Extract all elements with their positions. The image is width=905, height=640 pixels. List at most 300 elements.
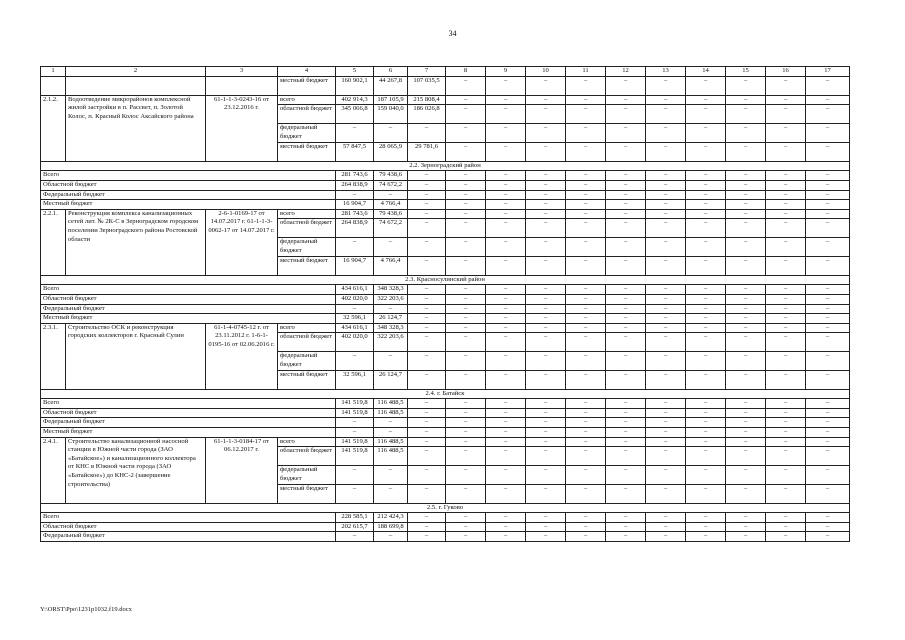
section-title-row bbox=[41, 503, 850, 513]
dash-cell: – bbox=[766, 142, 806, 161]
dash-cell: – bbox=[446, 466, 486, 485]
dash-cell: – bbox=[446, 180, 486, 190]
object-source-row bbox=[41, 323, 850, 333]
dash-cell: – bbox=[766, 418, 806, 428]
dash-cell: – bbox=[726, 95, 766, 105]
dash-cell: – bbox=[486, 399, 526, 409]
dash-cell: – bbox=[606, 256, 646, 275]
summary-row bbox=[41, 294, 850, 304]
column-number: 11 bbox=[566, 67, 606, 77]
dash-cell: – bbox=[566, 171, 606, 181]
dash-cell: – bbox=[766, 333, 806, 352]
dash-cell: – bbox=[526, 437, 566, 447]
column-number: 7 bbox=[408, 67, 446, 77]
dash-cell: – bbox=[486, 418, 526, 428]
value-cell: 212 424,3 bbox=[374, 513, 408, 523]
value-cell: 215 808,4 bbox=[408, 95, 446, 105]
value-cell: 74 672,2 bbox=[374, 219, 408, 238]
dash-cell: – bbox=[646, 418, 686, 428]
dash-cell: – bbox=[646, 200, 686, 210]
object-name: Строительство ОСК и реконструкция городских коллекторов г. Красный Сулин bbox=[66, 323, 206, 389]
dash-cell: – bbox=[806, 418, 850, 428]
value-cell: 57 847,5 bbox=[336, 142, 374, 161]
dash-cell: – bbox=[566, 513, 606, 523]
value-cell: 159 040,0 bbox=[374, 105, 408, 124]
summary-row bbox=[41, 314, 850, 324]
dash-cell: – bbox=[646, 142, 686, 161]
dash-cell: – bbox=[686, 408, 726, 418]
dash-cell: – bbox=[646, 285, 686, 295]
dash-cell: – bbox=[566, 466, 606, 485]
value-cell: – bbox=[336, 484, 374, 503]
dash-cell: – bbox=[486, 304, 526, 314]
funding-source: федеральный бюджет bbox=[278, 124, 336, 143]
dash-cell: – bbox=[806, 285, 850, 295]
summary-label: Федеральный бюджет bbox=[41, 304, 336, 314]
summary-row bbox=[41, 513, 850, 523]
dash-cell: – bbox=[486, 200, 526, 210]
dash-cell: – bbox=[726, 370, 766, 389]
dash-cell: – bbox=[766, 180, 806, 190]
funding-source: областной бюджет bbox=[278, 105, 336, 124]
dash-cell: – bbox=[686, 200, 726, 210]
summary-row bbox=[41, 428, 850, 438]
dash-cell: – bbox=[646, 370, 686, 389]
funding-source: областной бюджет bbox=[278, 447, 336, 466]
dash-cell: – bbox=[726, 323, 766, 333]
dash-cell: – bbox=[446, 294, 486, 304]
section-title-row bbox=[41, 161, 850, 171]
item-number: 2.3.1. bbox=[41, 323, 66, 389]
dash-cell: – bbox=[726, 484, 766, 503]
dash-cell: – bbox=[806, 333, 850, 352]
dash-cell: – bbox=[566, 190, 606, 200]
value-cell: – bbox=[408, 484, 446, 503]
value-cell: 348 328,3 bbox=[374, 323, 408, 333]
value-cell: – bbox=[408, 171, 446, 181]
dash-cell: – bbox=[566, 484, 606, 503]
dash-cell: – bbox=[566, 180, 606, 190]
dash-cell: – bbox=[686, 142, 726, 161]
value-cell: 116 488,5 bbox=[374, 399, 408, 409]
value-cell: 4 766,4 bbox=[374, 256, 408, 275]
dash-cell: – bbox=[446, 437, 486, 447]
dash-cell: – bbox=[526, 370, 566, 389]
dash-cell: – bbox=[486, 256, 526, 275]
value-cell: – bbox=[408, 447, 446, 466]
dash-cell: – bbox=[646, 209, 686, 219]
object-name: Строительство канализационной насосной станции в Южной части города (ЗАО «Батайское») и канализационного коллектора от КНС в Южной части города (ЗАО «Батайское») до КНС-2 (завершение строительства) bbox=[66, 437, 206, 503]
dash-cell: – bbox=[646, 408, 686, 418]
dash-cell: – bbox=[646, 437, 686, 447]
dash-cell: – bbox=[806, 466, 850, 485]
dash-cell: – bbox=[606, 428, 646, 438]
summary-row bbox=[41, 190, 850, 200]
column-number: 1 bbox=[41, 67, 66, 77]
dash-cell: – bbox=[806, 314, 850, 324]
dash-cell: – bbox=[486, 171, 526, 181]
dash-cell: – bbox=[806, 447, 850, 466]
value-cell: – bbox=[408, 314, 446, 324]
dash-cell: – bbox=[766, 532, 806, 542]
dash-cell: – bbox=[566, 95, 606, 105]
dash-cell: – bbox=[726, 447, 766, 466]
dash-cell: – bbox=[566, 333, 606, 352]
dash-cell: – bbox=[606, 219, 646, 238]
column-number: 2 bbox=[66, 67, 206, 77]
value-cell: – bbox=[408, 352, 446, 371]
dash-cell: – bbox=[726, 238, 766, 257]
dash-cell: – bbox=[726, 352, 766, 371]
dash-cell: – bbox=[446, 399, 486, 409]
value-cell: – bbox=[374, 484, 408, 503]
dash-cell: – bbox=[726, 513, 766, 523]
dash-cell: – bbox=[766, 513, 806, 523]
dash-cell: – bbox=[766, 190, 806, 200]
dash-cell: – bbox=[486, 209, 526, 219]
dash-cell: – bbox=[766, 285, 806, 295]
value-cell: – bbox=[408, 190, 446, 200]
dash-cell: – bbox=[766, 304, 806, 314]
value-cell: 141 519,8 bbox=[336, 447, 374, 466]
value-cell: 202 615,7 bbox=[336, 522, 374, 532]
value-cell: 4 766,4 bbox=[374, 200, 408, 210]
value-cell: 434 616,1 bbox=[336, 285, 374, 295]
dash-cell: – bbox=[646, 323, 686, 333]
dash-cell: – bbox=[806, 105, 850, 124]
value-cell: – bbox=[336, 428, 374, 438]
dash-cell: – bbox=[806, 95, 850, 105]
dash-cell: – bbox=[806, 304, 850, 314]
value-cell: – bbox=[336, 238, 374, 257]
dash-cell: – bbox=[646, 219, 686, 238]
summary-label: Федеральный бюджет bbox=[41, 532, 336, 542]
dash-cell: – bbox=[806, 370, 850, 389]
value-cell: 402 914,3 bbox=[336, 95, 374, 105]
dash-cell: – bbox=[446, 105, 486, 124]
dash-cell: – bbox=[446, 408, 486, 418]
dash-cell: – bbox=[606, 190, 646, 200]
summary-label: Всего bbox=[41, 171, 336, 181]
budget-table bbox=[40, 66, 850, 542]
value-cell: 116 488,5 bbox=[374, 447, 408, 466]
dash-cell: – bbox=[766, 437, 806, 447]
object-source-row bbox=[41, 437, 850, 447]
dash-cell: – bbox=[686, 314, 726, 324]
value-cell: 228 585,1 bbox=[336, 513, 374, 523]
dash-cell: – bbox=[566, 285, 606, 295]
empty-cell bbox=[66, 77, 206, 96]
dash-cell: – bbox=[606, 142, 646, 161]
dash-cell: – bbox=[486, 95, 526, 105]
dash-cell: – bbox=[646, 171, 686, 181]
summary-row bbox=[41, 532, 850, 542]
empty-cell bbox=[206, 77, 278, 96]
dash-cell: – bbox=[726, 532, 766, 542]
dash-cell: – bbox=[686, 428, 726, 438]
dash-cell: – bbox=[486, 484, 526, 503]
summary-label: Местный бюджет bbox=[41, 200, 336, 210]
dash-cell: – bbox=[646, 105, 686, 124]
funding-source: всего bbox=[278, 437, 336, 447]
value-cell: – bbox=[408, 180, 446, 190]
dash-cell: – bbox=[486, 285, 526, 295]
dash-cell: – bbox=[806, 408, 850, 418]
dash-cell: – bbox=[526, 314, 566, 324]
column-number: 6 bbox=[374, 67, 408, 77]
dash-cell: – bbox=[486, 190, 526, 200]
funding-source: всего bbox=[278, 95, 336, 105]
dash-cell: – bbox=[566, 124, 606, 143]
dash-cell: – bbox=[486, 314, 526, 324]
funding-source: всего bbox=[278, 323, 336, 333]
dash-cell: – bbox=[526, 418, 566, 428]
dash-cell: – bbox=[566, 408, 606, 418]
dash-cell: – bbox=[566, 304, 606, 314]
dash-cell: – bbox=[526, 447, 566, 466]
dash-cell: – bbox=[766, 323, 806, 333]
dash-cell: – bbox=[486, 333, 526, 352]
value-cell: 29 781,6 bbox=[408, 142, 446, 161]
dash-cell: – bbox=[726, 124, 766, 143]
dash-cell: – bbox=[806, 219, 850, 238]
dash-cell: – bbox=[646, 522, 686, 532]
dash-cell: – bbox=[486, 219, 526, 238]
dash-cell: – bbox=[686, 95, 726, 105]
dash-cell: – bbox=[526, 209, 566, 219]
dash-cell: – bbox=[806, 180, 850, 190]
value-cell: – bbox=[408, 333, 446, 352]
value-cell: – bbox=[408, 323, 446, 333]
value-cell: – bbox=[408, 522, 446, 532]
dash-cell: – bbox=[766, 399, 806, 409]
dash-cell: – bbox=[486, 105, 526, 124]
funding-source: областной бюджет bbox=[278, 333, 336, 352]
dash-cell: – bbox=[526, 171, 566, 181]
dash-cell: – bbox=[686, 171, 726, 181]
object-source-row bbox=[41, 209, 850, 219]
value-cell: 402 020,0 bbox=[336, 333, 374, 352]
value-cell: – bbox=[408, 370, 446, 389]
object-name: Водоотведение микрорайонов комплексной жилой застройки в п. Рассвет, п. Золотой Колос, п. Красный Колос Аксайского района bbox=[66, 95, 206, 161]
dash-cell: – bbox=[766, 466, 806, 485]
value-cell: 160 902,1 bbox=[336, 77, 374, 96]
dash-cell: – bbox=[766, 484, 806, 503]
dash-cell: – bbox=[646, 238, 686, 257]
dash-cell: – bbox=[526, 352, 566, 371]
dash-cell: – bbox=[526, 256, 566, 275]
dash-cell: – bbox=[726, 399, 766, 409]
dash-cell: – bbox=[446, 304, 486, 314]
dash-cell: – bbox=[606, 437, 646, 447]
funding-source: федеральный бюджет bbox=[278, 238, 336, 257]
funding-source: федеральный бюджет bbox=[278, 352, 336, 371]
value-cell: – bbox=[408, 238, 446, 257]
dash-cell: – bbox=[446, 77, 486, 96]
dash-cell: – bbox=[646, 256, 686, 275]
value-cell: – bbox=[374, 124, 408, 143]
dash-cell: – bbox=[446, 219, 486, 238]
dash-cell: – bbox=[486, 77, 526, 96]
dash-cell: – bbox=[646, 95, 686, 105]
dash-cell: – bbox=[806, 522, 850, 532]
dash-cell: – bbox=[606, 323, 646, 333]
dash-cell: – bbox=[806, 190, 850, 200]
value-cell: – bbox=[408, 124, 446, 143]
dash-cell: – bbox=[806, 238, 850, 257]
summary-label: Областной бюджет bbox=[41, 522, 336, 532]
dash-cell: – bbox=[606, 171, 646, 181]
dash-cell: – bbox=[606, 294, 646, 304]
dash-cell: – bbox=[566, 200, 606, 210]
funding-source: местный бюджет bbox=[278, 484, 336, 503]
dash-cell: – bbox=[806, 171, 850, 181]
dash-cell: – bbox=[606, 333, 646, 352]
dash-cell: – bbox=[686, 437, 726, 447]
column-number: 17 bbox=[806, 67, 850, 77]
dash-cell: – bbox=[686, 399, 726, 409]
document-reference: 61-1-1-3-0184-17 от 06.12.2017 г. bbox=[206, 437, 278, 503]
summary-row bbox=[41, 171, 850, 181]
dash-cell: – bbox=[526, 323, 566, 333]
dash-cell: – bbox=[486, 323, 526, 333]
dash-cell: – bbox=[806, 294, 850, 304]
dash-cell: – bbox=[646, 513, 686, 523]
dash-cell: – bbox=[766, 105, 806, 124]
dash-cell: – bbox=[646, 294, 686, 304]
summary-row bbox=[41, 200, 850, 210]
value-cell: – bbox=[408, 428, 446, 438]
dash-cell: – bbox=[606, 314, 646, 324]
dash-cell: – bbox=[646, 77, 686, 96]
dash-cell: – bbox=[486, 238, 526, 257]
dash-cell: – bbox=[686, 238, 726, 257]
value-cell: 402 020,0 bbox=[336, 294, 374, 304]
section-title: 2.4. г. Батайск bbox=[41, 389, 850, 399]
dash-cell: – bbox=[766, 256, 806, 275]
value-cell: – bbox=[336, 352, 374, 371]
dash-cell: – bbox=[526, 219, 566, 238]
dash-cell: – bbox=[566, 418, 606, 428]
value-cell: 74 672,2 bbox=[374, 180, 408, 190]
dash-cell: – bbox=[806, 200, 850, 210]
value-cell: – bbox=[408, 200, 446, 210]
dash-cell: – bbox=[726, 209, 766, 219]
column-number-row bbox=[41, 67, 850, 77]
value-cell: – bbox=[408, 408, 446, 418]
dash-cell: – bbox=[566, 370, 606, 389]
dash-cell: – bbox=[766, 428, 806, 438]
value-cell: – bbox=[408, 532, 446, 542]
value-cell: – bbox=[408, 418, 446, 428]
value-cell: – bbox=[374, 352, 408, 371]
dash-cell: – bbox=[486, 180, 526, 190]
dash-cell: – bbox=[526, 513, 566, 523]
summary-label: Федеральный бюджет bbox=[41, 190, 336, 200]
dash-cell: – bbox=[686, 285, 726, 295]
dash-cell: – bbox=[486, 352, 526, 371]
funding-source: местный бюджет bbox=[278, 77, 336, 96]
summary-label: Областной бюджет bbox=[41, 180, 336, 190]
value-cell: – bbox=[408, 285, 446, 295]
dash-cell: – bbox=[446, 333, 486, 352]
dash-cell: – bbox=[446, 513, 486, 523]
value-cell: – bbox=[374, 466, 408, 485]
value-cell: – bbox=[374, 532, 408, 542]
dash-cell: – bbox=[526, 95, 566, 105]
dash-cell: – bbox=[766, 314, 806, 324]
dash-cell: – bbox=[446, 238, 486, 257]
dash-cell: – bbox=[526, 180, 566, 190]
dash-cell: – bbox=[566, 437, 606, 447]
value-cell: – bbox=[408, 437, 446, 447]
dash-cell: – bbox=[606, 466, 646, 485]
dash-cell: – bbox=[606, 484, 646, 503]
dash-cell: – bbox=[446, 256, 486, 275]
dash-cell: – bbox=[566, 238, 606, 257]
dash-cell: – bbox=[686, 522, 726, 532]
value-cell: 434 616,1 bbox=[336, 323, 374, 333]
dash-cell: – bbox=[566, 522, 606, 532]
dash-cell: – bbox=[726, 219, 766, 238]
dash-cell: – bbox=[486, 408, 526, 418]
dash-cell: – bbox=[606, 408, 646, 418]
column-number: 5 bbox=[336, 67, 374, 77]
summary-row bbox=[41, 408, 850, 418]
dash-cell: – bbox=[686, 447, 726, 466]
value-cell: – bbox=[374, 428, 408, 438]
value-cell: – bbox=[408, 219, 446, 238]
dash-cell: – bbox=[766, 200, 806, 210]
dash-cell: – bbox=[566, 399, 606, 409]
value-cell: 188 699,8 bbox=[374, 522, 408, 532]
dash-cell: – bbox=[766, 522, 806, 532]
dash-cell: – bbox=[446, 314, 486, 324]
dash-cell: – bbox=[766, 294, 806, 304]
dash-cell: – bbox=[726, 190, 766, 200]
dash-cell: – bbox=[446, 285, 486, 295]
value-cell: 32 596,1 bbox=[336, 314, 374, 324]
dash-cell: – bbox=[726, 428, 766, 438]
dash-cell: – bbox=[526, 294, 566, 304]
dash-cell: – bbox=[646, 314, 686, 324]
dash-cell: – bbox=[606, 513, 646, 523]
dash-cell: – bbox=[686, 209, 726, 219]
item-number: 2.1.2. bbox=[41, 95, 66, 161]
dash-cell: – bbox=[766, 238, 806, 257]
value-cell: 107 035,5 bbox=[408, 77, 446, 96]
dash-cell: – bbox=[566, 105, 606, 124]
column-number: 4 bbox=[278, 67, 336, 77]
value-cell: – bbox=[336, 304, 374, 314]
dash-cell: – bbox=[566, 314, 606, 324]
dash-cell: – bbox=[606, 105, 646, 124]
dash-cell: – bbox=[726, 294, 766, 304]
file-path-footer: Y:\ORST\Ppo\1231p1032.f19.docx bbox=[40, 606, 132, 613]
column-number: 12 bbox=[606, 67, 646, 77]
funding-source: федеральный бюджет bbox=[278, 466, 336, 485]
dash-cell: – bbox=[726, 171, 766, 181]
dash-cell: – bbox=[606, 209, 646, 219]
dash-cell: – bbox=[446, 171, 486, 181]
dash-cell: – bbox=[686, 323, 726, 333]
document-reference: 61-1-1-3-0243-16 от 23.12.2016 г. bbox=[206, 95, 278, 161]
document-reference: 2-6-1-0169-17 от 14.07.2017 г. 61-1-1-3-0062-17 от 14.07.2017 г. bbox=[206, 209, 278, 275]
column-number: 3 bbox=[206, 67, 278, 77]
dash-cell: – bbox=[446, 447, 486, 466]
dash-cell: – bbox=[806, 209, 850, 219]
dash-cell: – bbox=[606, 180, 646, 190]
